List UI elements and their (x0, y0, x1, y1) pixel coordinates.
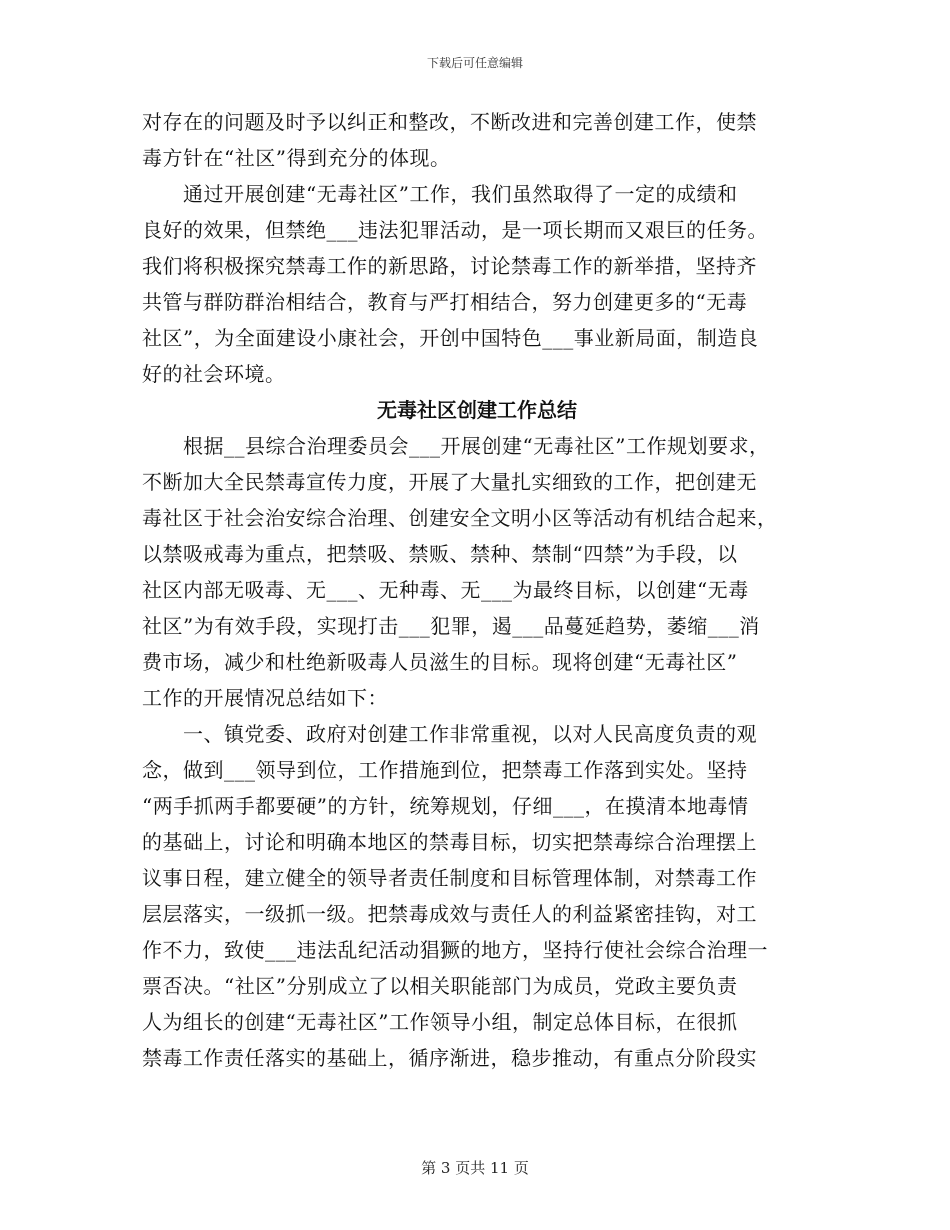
text-line: 良好的效果，但禁绝___违法犯罪活动，是一项长期而又艰巨的任务。 (142, 218, 768, 242)
section-title: 无毒社区创建工作总结 (377, 398, 577, 422)
text-line: 社区内部无吸毒、无___、无种毒、无___为最终目标，以创建“无毒 (142, 578, 749, 602)
text-line: 共管与群防群治相结合，教育与严打相结合，努力创建更多的“无毒 (142, 290, 748, 314)
text-line: 毒社区于社会治安综合治理、创建安全文明小区等活动有机结合起来， (142, 506, 778, 530)
text-line: 社区”，为全面建设小康社会，开创中国特色___事业新局面，制造良 (142, 326, 759, 350)
text-line: 费市场，减少和杜绝新吸毒人员滋生的目标。现将创建“无毒社区” (142, 650, 738, 674)
text-line: 的基础上，讨论和明确本地区的禁毒目标，切实把禁毒综合治理摆上 (142, 830, 757, 854)
text-line: 票否决。“社区”分别成立了以相关职能部门为成员，党政主要负责 (142, 974, 738, 998)
text-line: 不断加大全民禁毒宣传力度，开展了大量扎实细致的工作，把创建无 (142, 470, 757, 494)
text-line: 通过开展创建“无毒社区”工作，我们虽然取得了一定的成绩和 (142, 182, 738, 206)
text-line: 议事日程，建立健全的领导者责任制度和目标管理体制，对禁毒工作 (142, 866, 757, 890)
section-summary-text (142, 428, 812, 1076)
text-line: 一、镇党委、政府对创建工作非常重视，以对人民高度负责的观 (142, 722, 757, 746)
page-number: 第 3 页共 11 页 (421, 1159, 529, 1177)
text-line: 作不力，致使___违法乱纪活动猖獗的地方，坚持行使社会综合治理一 (142, 938, 768, 962)
text-line: 工作的开展情况总结如下： (142, 686, 388, 710)
header-note: 下载后可任意编辑 (426, 56, 523, 70)
text-line: 我们将积极探究禁毒工作的新思路，讨论禁毒工作的新举措，坚持齐 (142, 254, 757, 278)
text-line: 根据__县综合治理委员会___开展创建“无毒社区”工作规划要求， (142, 434, 770, 458)
text-line: 毒方针在“社区”得到充分的体现。 (142, 146, 451, 170)
text-line: 好的社会环境。 (142, 362, 286, 386)
section-continued-text (142, 104, 812, 392)
text-line: 层层落实，一级抓一级。把禁毒成效与责任人的利益紧密挂钩，对工 (142, 902, 757, 926)
text-line: 人为组长的创建“无毒社区”工作领导小组，制定总体目标，在很抓 (142, 1010, 738, 1034)
text-line: 以禁吸戒毒为重点，把禁吸、禁贩、禁种、禁制“四禁”为手段，以 (142, 542, 738, 566)
text-line: 禁毒工作责任落实的基础上，循序渐进，稳步推动，有重点分阶段实 (142, 1046, 757, 1070)
text-line: “两手抓两手都要硬”的方针，统筹规划，仔细___，在摸清本地毒情 (142, 794, 749, 818)
document-body (142, 104, 812, 1076)
text-line: 社区”为有效手段，实现打击___犯罪，遏___品蔓延趋势，萎缩___消 (142, 614, 760, 638)
text-line: 对存在的问题及时予以纠正和整改，不断改进和完善创建工作，使禁 (142, 110, 757, 134)
text-line: 念，做到___领导到位，工作措施到位，把禁毒工作落到实处。坚持 (142, 758, 748, 782)
